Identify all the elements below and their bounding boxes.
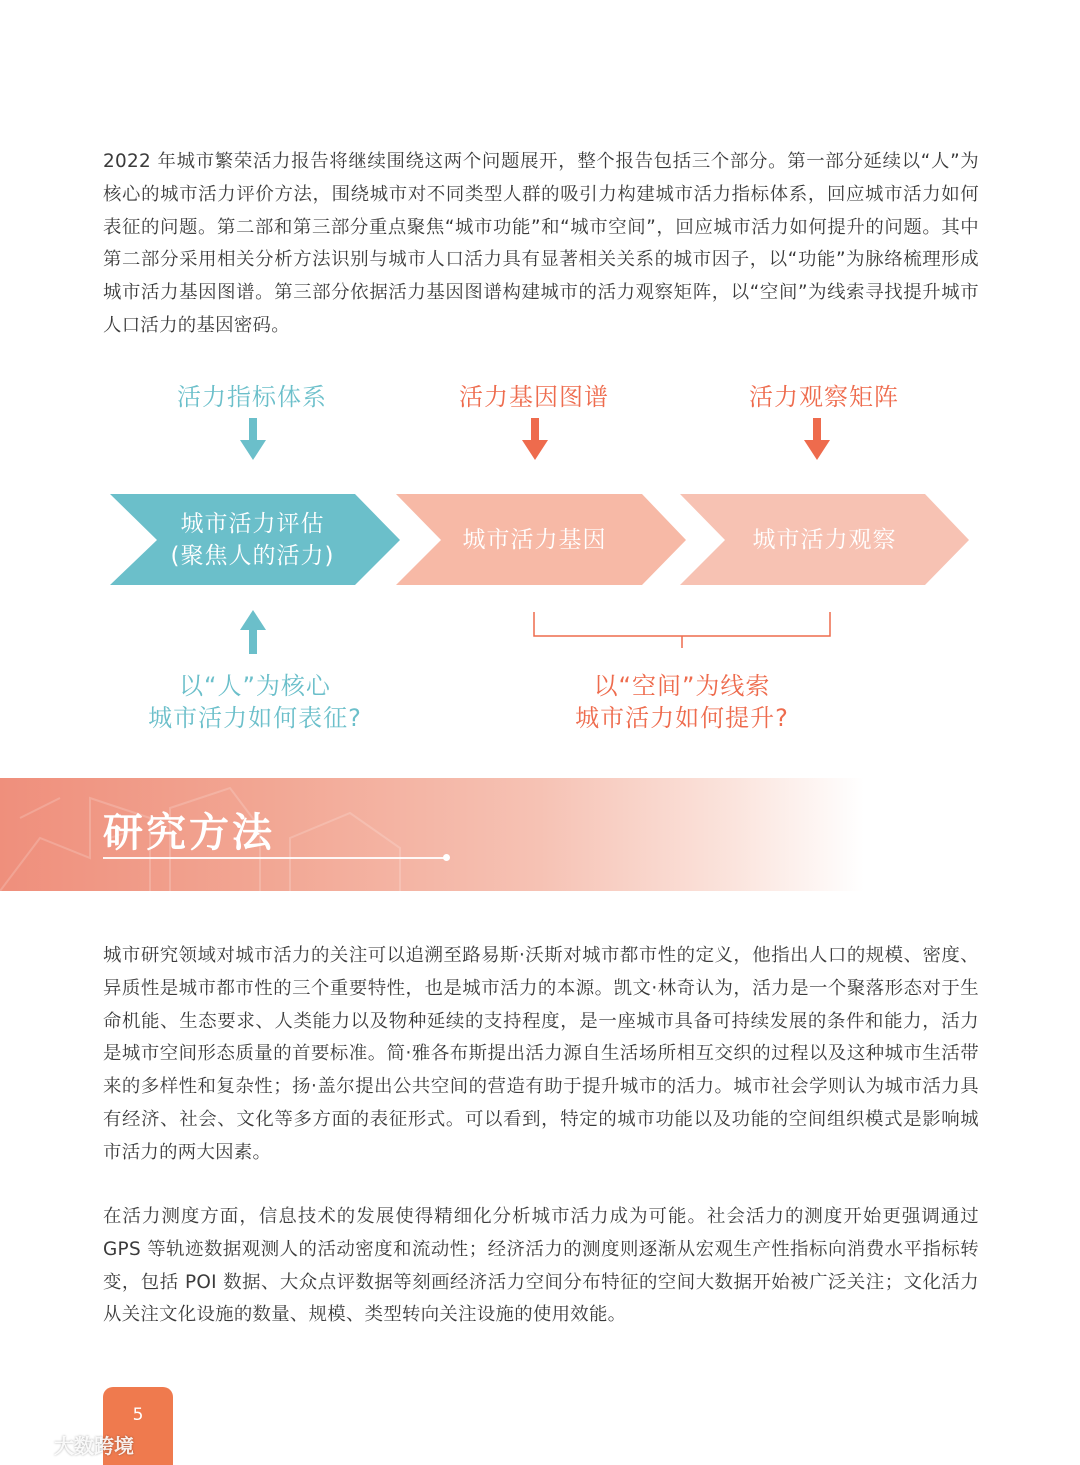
framework-diagram: [0, 360, 1080, 760]
body-paragraph: 在活力测度方面，信息技术的发展使得精细化分析城市活力成为可能。社会活力的测度开始更强调通过 GPS 等轨迹数据观测人的活动密度和流动性；经济活力的测度则逐渐从宏观生产性指标向消费水平指标转变，包括 POI 数据、大众点评数据等刻画经济活力空间分布特征的空间大数据开始被广泛关注；文化活力从关注文化设施的数量、规模、类型转向关注设施的使用效能。: [103, 1206, 979, 1326]
down-arrow-icon: [802, 418, 832, 462]
label-gene-map: 活力基因图谱: [459, 383, 609, 411]
question-representation-line2: 城市活力如何表征?: [148, 704, 362, 732]
watermark-text: 大数跨境: [54, 1433, 134, 1458]
label-indicator-system: 活力指标体系: [177, 383, 327, 411]
stage-assessment-title: 城市活力评估: [180, 511, 325, 537]
stage-gene: 城市活力基因: [462, 527, 607, 553]
question-improvement-line2: 城市活力如何提升?: [575, 704, 789, 732]
stage-assessment: [150, 508, 355, 572]
question-improvement-line1: 以“空间”为线索: [593, 672, 771, 700]
down-arrow-icon: [520, 418, 550, 462]
section-title: 研究方法: [103, 810, 275, 856]
up-arrow-icon: [238, 610, 268, 654]
section-header-band: [0, 778, 1080, 891]
watermark: [8, 1428, 134, 1460]
page-number: 5: [132, 1405, 144, 1425]
section-divider-dot: [443, 854, 450, 861]
question-representation: [110, 670, 400, 734]
down-arrow-icon: [238, 418, 268, 462]
bracket-connector: [530, 610, 834, 650]
body-paragraph: 城市研究领域对城市活力的关注可以追溯至路易斯·沃斯对城市都市性的定义，他指出人口的规模、密度、异质性是城市都市性的三个重要特性，也是城市活力的本源。凯文·林奇认为，活力是一个聚落形态对于生命机能、生态要求、人类能力以及物种延续的支持程度，是一座城市具备可持续发展的条件和能力，活力是城市空间形态质量的首要标准。简·雅各布斯提出活力源自生活场所相互交织的过程以及这种城市生活带来的多样性和复杂性；扬·盖尔提出公共空间的营造有助于提升城市的活力。城市社会学则认为城市活力具有经济、社会、文化等多方面的表征形式。可以看到，特定的城市功能以及功能的空间组织模式是影响城市活力的两大因素。: [103, 945, 979, 1163]
intro-paragraph: 2022 年城市繁荣活力报告将继续围绕这两个问题展开，整个报告包括三个部分。第一部分延续以“人”为核心的城市活力评价方法，围绕城市对不同类型人群的吸引力构建城市活力指标体系，回应城市活力如何表征的问题。第二部和第三部分重点聚焦“城市功能”和“城市空间”，回应城市活力如何提升的问题。其中第二部分采用相关分析方法识别与城市人口活力具有显著相关关系的城市因子，以“功能”为脉络梳理形成城市活力基因图谱。第三部分依据活力基因图谱构建城市的活力观察矩阵，以“空间”为线索寻找提升城市人口活力的基因密码。: [103, 151, 979, 336]
watermark-logo-icon: [8, 1430, 48, 1458]
stage-observation: 城市活力观察: [752, 527, 897, 553]
label-observation-matrix: 活力观察矩阵: [749, 383, 899, 411]
stage-assessment-subtitle: (聚焦人的活力): [170, 543, 335, 569]
section-divider: [103, 857, 447, 859]
question-improvement: [530, 670, 834, 734]
question-representation-line1: 以“人”为核心: [179, 672, 331, 700]
